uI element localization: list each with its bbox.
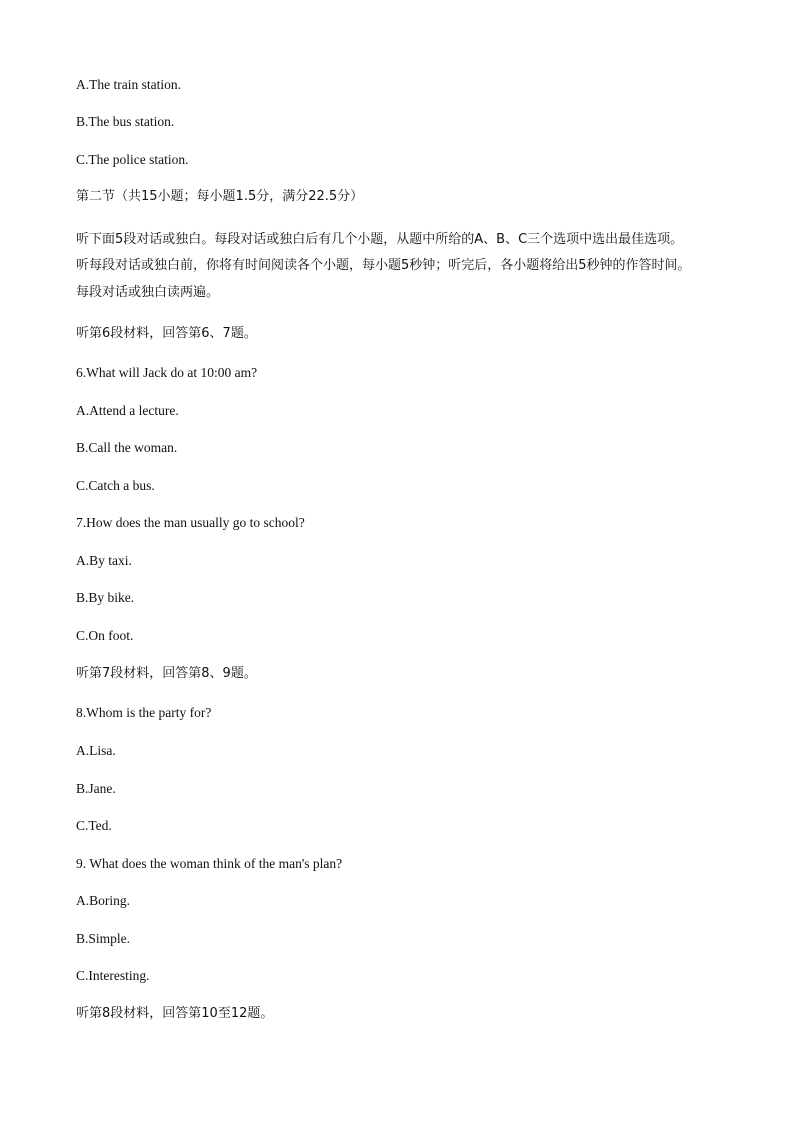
section-heading: 第二节（共15小题；每小题1.5分，满分22.5分） xyxy=(76,189,364,204)
option-c-q8: C.Ted. xyxy=(76,818,112,833)
option-b-q9: B.Simple. xyxy=(76,931,131,946)
question-7: 7.How does the man usually go to school? xyxy=(76,515,305,530)
question-6: 6.What will Jack do at 10:00 am? xyxy=(76,365,258,380)
option-a-q9: A.Boring. xyxy=(76,893,130,908)
option-b-q7: B.By bike. xyxy=(76,590,135,605)
material-6-heading: 听第6段材料，回答第6、7题。 xyxy=(76,326,257,341)
option-c-q7: C.On foot. xyxy=(76,628,134,643)
option-b-q5: B.The bus station. xyxy=(76,114,175,129)
option-a-q5: A.The train station. xyxy=(76,77,181,92)
option-c-q6: C.Catch a bus. xyxy=(76,478,155,493)
option-c-q9: C.Interesting. xyxy=(76,968,150,983)
instructions-line-3: 每段对话或独白读两遍。 xyxy=(76,285,220,300)
option-b-q6: B.Call the woman. xyxy=(76,440,178,455)
option-c-q5: C.The police station. xyxy=(76,152,189,167)
material-8-heading: 听第8段材料，回答第10至12题。 xyxy=(76,1006,274,1021)
question-9: 9. What does the woman think of the man's plan? xyxy=(76,856,343,871)
option-b-q8: B.Jane. xyxy=(76,781,116,796)
question-8: 8.Whom is the party for? xyxy=(76,705,212,720)
option-a-q7: A.By taxi. xyxy=(76,553,132,568)
option-a-q6: A.Attend a lecture. xyxy=(76,403,179,418)
option-a-q8: A.Lisa. xyxy=(76,743,116,758)
material-7-heading: 听第7段材料，回答第8、9题。 xyxy=(76,666,257,681)
instructions-line-2: 听每段对话或独白前，你将有时间阅读各个小题，每小题5秒钟；听完后，各小题将给出5秒钟的作答时间。 xyxy=(76,258,691,273)
instructions-line-1: 听下面5段对话或独白。每段对话或独白后有几个小题，从题中所给的A、B、C三个选项中选出最佳选项。 xyxy=(76,232,684,247)
